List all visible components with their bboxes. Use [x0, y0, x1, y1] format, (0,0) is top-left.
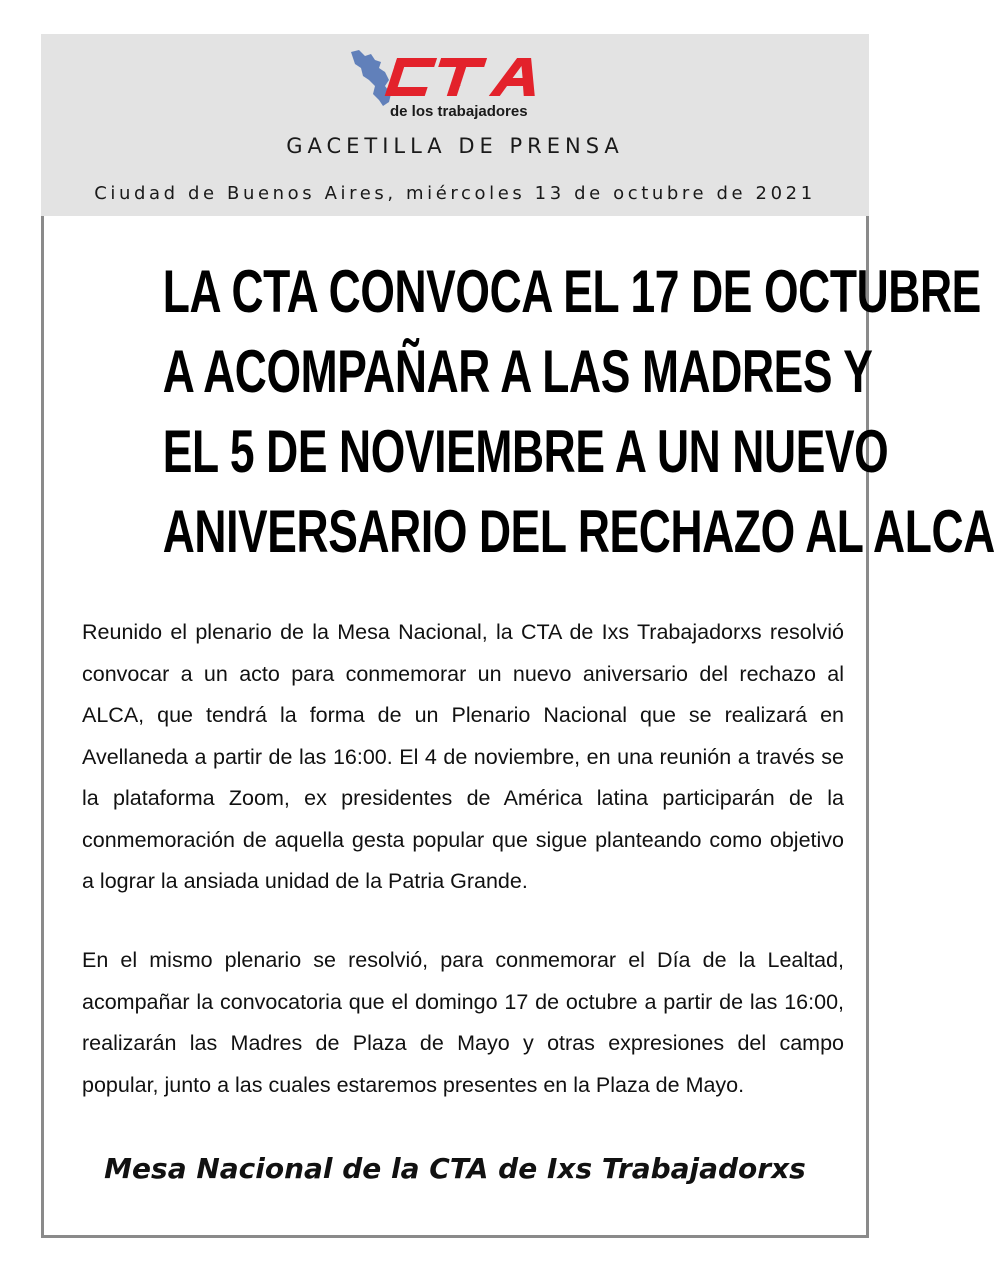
headline-line: A ACOMPAÑAR A LAS MADRES Y — [162, 338, 873, 405]
section-label: GACETILLA DE PRENSA — [286, 134, 624, 158]
americas-map-icon — [351, 50, 391, 106]
logo-subtitle: de los trabajadores — [390, 103, 528, 120]
headline-line: LA CTA CONVOCA EL 17 DE OCTUBRE — [162, 258, 981, 325]
logo-text: CTA — [459, 86, 461, 87]
body-paragraph: En el mismo plenario se resolvió, para conmemorar el Día de la Lealtad, acompañar la convocatoria que el domingo 17 de octubre a partir de las 16:00, realizarán las Madres de Plaza de Mayo y otras expresiones del campo popular, junto a las cuales estaremos presentes en la Plaza de Mayo. — [82, 948, 844, 1097]
signature: Mesa Nacional de la CTA de Ixs Trabajadorxs — [104, 1152, 806, 1185]
cta-wordmark — [385, 58, 547, 96]
body-paragraph: Reunido el plenario de la Mesa Nacional, la CTA de Ixs Trabajadorxs resolvió convocar a un acto para conmemorar un nuevo aniversario del rechazo al ALCA, que tendrá la forma de un Plenario Nacional que se realizará en Avellaneda a partir de las 16:00. El 4 de noviembre, en una reunión a través se la plataforma Zoom, ex presidentes de América latina participarán de la conmemoración de aquella gesta popular que sigue planteando como objetivo a lograr la ansiada unidad de la Patria Grande. — [82, 620, 844, 893]
dateline: Ciudad de Buenos Aires, miércoles 13 de octubre de 2021 — [94, 183, 816, 204]
headline-line: EL 5 DE NOVIEMBRE A UN NUEVO — [162, 418, 889, 485]
headline — [60, 252, 995, 572]
headline-line: ANIVERSARIO DEL RECHAZO AL ALCA — [162, 498, 995, 565]
